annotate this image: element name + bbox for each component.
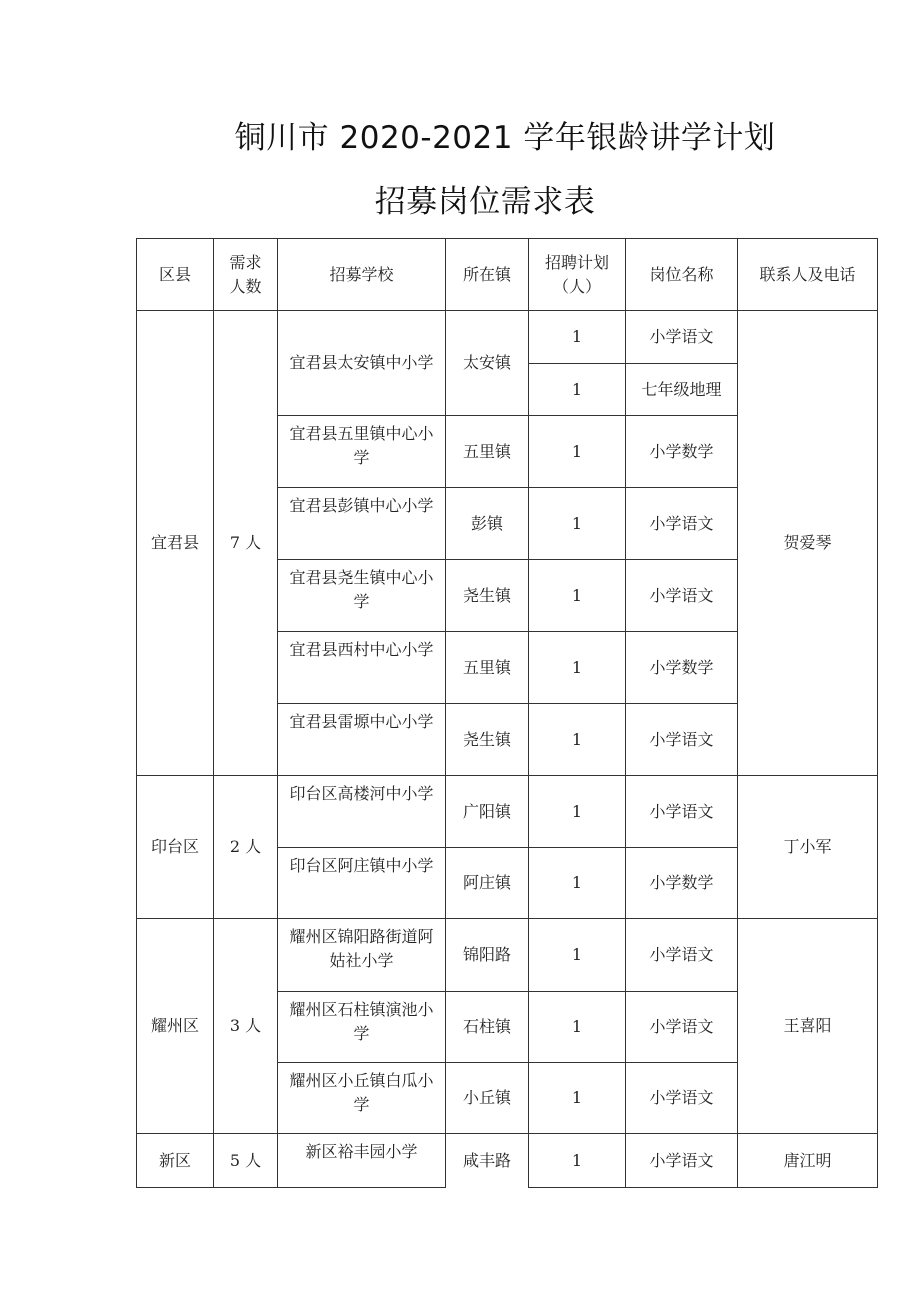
district-cell: 耀州区 <box>137 919 214 1134</box>
table-row <box>137 776 878 848</box>
town-cell: 广阳镇 <box>446 776 529 848</box>
school-cell: 印台区高楼河中小学 <box>278 776 446 848</box>
header-district: 区县 <box>137 239 214 311</box>
position-cell: 小学数学 <box>626 848 738 919</box>
plan-cell: 1 <box>529 311 626 364</box>
plan-cell: 1 <box>529 776 626 848</box>
school-cell: 宜君县尧生镇中心小学 <box>278 560 446 632</box>
town-cell: 阿庄镇 <box>446 848 529 919</box>
school-cell: 宜君县西村中心小学 <box>278 632 446 704</box>
school-cell: 宜君县彭镇中心小学 <box>278 488 446 560</box>
plan-cell: 1 <box>529 992 626 1063</box>
position-cell: 小学语文 <box>626 704 738 776</box>
plan-cell: 1 <box>529 416 626 488</box>
position-cell: 小学语文 <box>626 776 738 848</box>
plan-cell: 1 <box>529 848 626 919</box>
school-cell: 宜君县五里镇中心小学 <box>278 416 446 488</box>
plan-cell: 1 <box>529 364 626 416</box>
town-cell: 锦阳路 <box>446 919 529 992</box>
position-cell: 七年级地理 <box>626 364 738 416</box>
town-cell: 五里镇 <box>446 632 529 704</box>
header-school: 招募学校 <box>278 239 446 311</box>
position-cell: 小学语文 <box>626 1134 738 1188</box>
school-cell: 耀州区小丘镇白瓜小学 <box>278 1063 446 1134</box>
table-row <box>137 311 878 364</box>
header-demand: 需求 人数 <box>214 239 278 311</box>
table-row <box>137 919 878 992</box>
position-cell: 小学数学 <box>626 416 738 488</box>
demand-cell: 3 人 <box>214 919 278 1134</box>
table-row <box>137 1134 878 1188</box>
town-cell: 小丘镇 <box>446 1063 529 1134</box>
recruitment-table <box>136 238 878 1188</box>
school-cell: 耀州区锦阳路街道阿姑社小学 <box>278 919 446 992</box>
school-cell: 宜君县雷塬中心小学 <box>278 704 446 776</box>
document-subtitle: 招募岗位需求表 <box>374 184 596 220</box>
town-cell: 咸丰路 <box>446 1134 529 1188</box>
plan-cell: 1 <box>529 919 626 992</box>
position-cell: 小学语文 <box>626 560 738 632</box>
contact-cell: 贺爱琴 <box>738 311 878 776</box>
plan-cell: 1 <box>529 1063 626 1134</box>
town-cell: 彭镇 <box>446 488 529 560</box>
position-cell: 小学语文 <box>626 1063 738 1134</box>
town-cell: 太安镇 <box>446 311 529 416</box>
school-cell: 新区裕丰园小学 <box>278 1134 446 1188</box>
position-cell: 小学语文 <box>626 919 738 992</box>
position-cell: 小学语文 <box>626 992 738 1063</box>
header-position: 岗位名称 <box>626 239 738 311</box>
demand-cell: 7 人 <box>214 311 278 776</box>
school-cell: 宜君县太安镇中小学 <box>278 311 446 416</box>
position-cell: 小学数学 <box>626 632 738 704</box>
plan-cell: 1 <box>529 560 626 632</box>
header-contact: 联系人及电话 <box>738 239 878 311</box>
plan-cell: 1 <box>529 704 626 776</box>
town-cell: 石柱镇 <box>446 992 529 1063</box>
document-title: 铜川市 2020-2021 学年银龄讲学计划 <box>234 120 776 156</box>
plan-cell: 1 <box>529 632 626 704</box>
header-row <box>137 239 878 311</box>
position-cell: 小学语文 <box>626 488 738 560</box>
district-cell: 宜君县 <box>137 311 214 776</box>
town-cell: 尧生镇 <box>446 704 529 776</box>
plan-cell: 1 <box>529 1134 626 1188</box>
demand-cell: 5 人 <box>214 1134 278 1188</box>
school-cell: 印台区阿庄镇中小学 <box>278 848 446 919</box>
plan-cell: 1 <box>529 488 626 560</box>
contact-cell: 丁小军 <box>738 776 878 919</box>
contact-cell: 唐江明 <box>738 1134 878 1188</box>
town-cell: 五里镇 <box>446 416 529 488</box>
district-cell: 新区 <box>137 1134 214 1188</box>
school-cell: 耀州区石柱镇演池小学 <box>278 992 446 1063</box>
contact-cell: 王喜阳 <box>738 919 878 1134</box>
district-cell: 印台区 <box>137 776 214 919</box>
header-plan: 招聘计划 （人） <box>529 239 626 311</box>
demand-cell: 2 人 <box>214 776 278 919</box>
position-cell: 小学语文 <box>626 311 738 364</box>
town-cell: 尧生镇 <box>446 560 529 632</box>
header-town: 所在镇 <box>446 239 529 311</box>
